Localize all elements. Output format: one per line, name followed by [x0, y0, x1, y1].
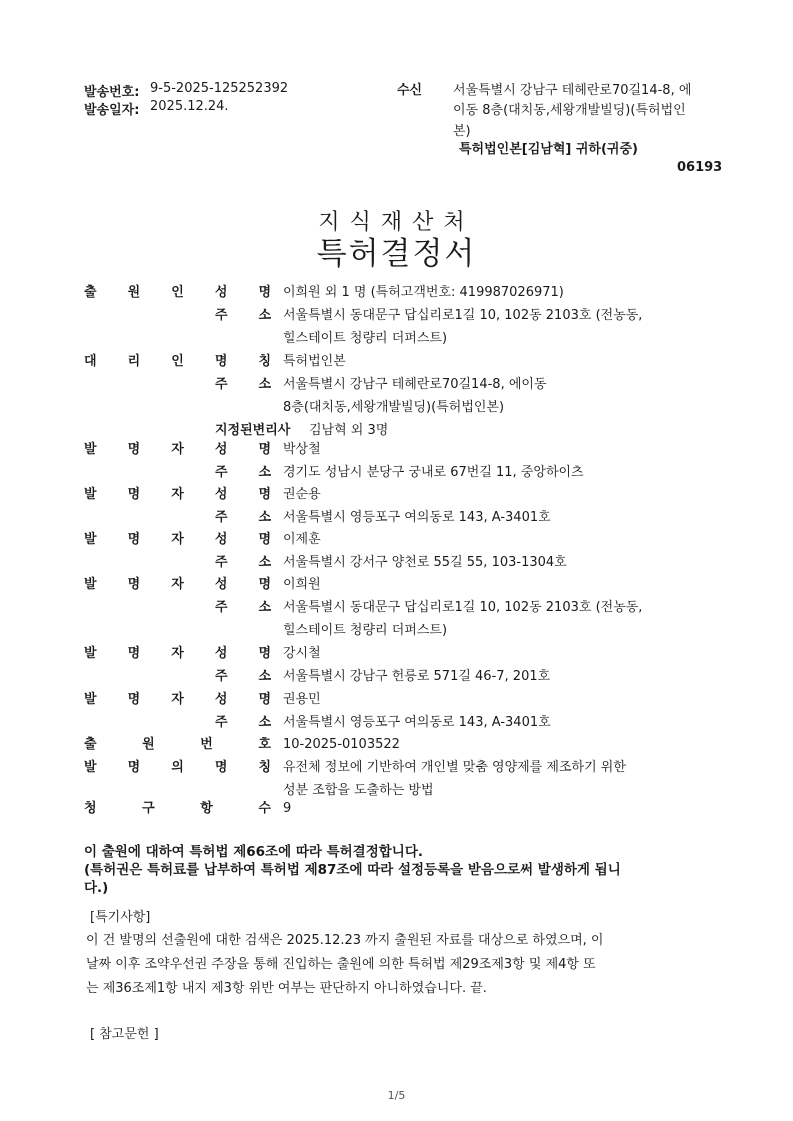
applicant-address-line-1: 서울특별시 동대문구 답십리로1길 10, 102동 2103호 (전농동,: [283, 308, 643, 323]
inventor-address-line-1: 서울특별시 동대문구 답십리로1길 10, 102동 2103호 (전농동,: [283, 600, 643, 615]
invention-title-label: 발 명 의 명 칭: [84, 760, 271, 775]
inventor-address-label: 주 소: [215, 669, 271, 684]
inventor-address-label: 주 소: [215, 555, 271, 570]
application-number-label: 출 원 번 호: [84, 737, 271, 752]
recipient-label: 수신: [397, 83, 423, 98]
invention-title-line-2: 성분 조합을 도출하는 방법: [283, 783, 434, 798]
claims-count: 9: [283, 801, 292, 816]
inventor-name: 이희원: [283, 577, 321, 592]
inventor-address-line-1: 서울특별시 영등포구 여의동로 143, A-3401호: [283, 510, 551, 525]
send-date: 2025.12.24.: [150, 99, 229, 114]
inventor-name-label: 발 명 자 성 명: [84, 692, 271, 707]
applicant-address-line-2: 힐스테이트 청량리 더퍼스트): [283, 331, 448, 346]
postal-code: 06193: [677, 160, 723, 175]
agency-title: 지식재산처: [318, 210, 475, 235]
decision-note-line-1: (특허권은 특허료를 납부하여 특허법 제87조에 따라 설정등록을 받음으로써 발생하게 됩니: [84, 862, 621, 878]
references-heading: [ 참고문헌 ]: [90, 1027, 159, 1042]
inventor-address-label: 주 소: [215, 465, 271, 480]
inventor-name-label: 발 명 자 성 명: [84, 577, 271, 592]
inventor-name-label: 발 명 자 성 명: [84, 442, 271, 457]
inventor-name: 권순용: [283, 487, 321, 502]
document-title: 특허결정서: [316, 236, 477, 272]
inventor-name: 강시철: [283, 646, 321, 661]
inventor-address-line-1: 서울특별시 영등포구 여의동로 143, A-3401호: [283, 715, 551, 730]
inventor-name-label: 발 명 자 성 명: [84, 532, 271, 547]
agent-name: 특허법인본: [283, 354, 346, 369]
application-number: 10-2025-0103522: [283, 737, 400, 752]
agent-address-line-2: 8층(대치동,세왕개발빌딩)(특허법인본): [283, 400, 505, 415]
decision-statement: 이 출원에 대하여 특허법 제66조에 따라 특허결정합니다.: [84, 844, 424, 860]
agent-address-label: 주 소: [215, 377, 271, 392]
agent-address-line-1: 서울특별시 강남구 테헤란로70길14-8, 에이동: [283, 377, 547, 392]
designated-attorney-label: 지정된변리사: [215, 423, 291, 438]
send-number: 9-5-2025-125252392: [150, 81, 289, 96]
decision-note-line-2: 다.): [84, 880, 109, 896]
recipient-address-line-1: 서울특별시 강남구 테헤란로70길14-8, 에: [453, 83, 692, 98]
recipient-address-line-3: 본): [453, 124, 471, 139]
invention-title-line-1: 유전체 정보에 기반하여 개인별 맞춤 영양제를 제조하기 위한: [283, 760, 626, 775]
inventor-address-line-1: 서울특별시 강남구 헌릉로 571길 46-7, 201호: [283, 669, 551, 684]
inventor-address-line-1: 경기도 성남시 분당구 궁내로 67번길 11, 중앙하이츠: [283, 465, 584, 480]
remarks-line-1: 이 건 발명의 선출원에 대한 검색은 2025.12.23 까지 출원된 자료를 대상으로 하였으며, 이: [86, 933, 604, 948]
remarks-line-3: 는 제36조제1항 내지 제3항 위반 여부는 판단하지 아니하였습니다. 끝.: [86, 981, 487, 996]
inventor-address-label: 주 소: [215, 715, 271, 730]
recipient-address-line-2: 이동 8층(대치동,세왕개발빌딩)(특허법인: [453, 103, 686, 118]
inventor-name-label: 발 명 자 성 명: [84, 487, 271, 502]
applicant-name: 이희원 외 1 명 (특허고객번호: 419987026971): [283, 285, 564, 300]
inventor-address-label: 주 소: [215, 600, 271, 615]
send-number-label: 발송번호:: [84, 85, 140, 100]
agent-name-label: 대 리 인 명 칭: [84, 354, 271, 369]
inventor-address-label: 주 소: [215, 510, 271, 525]
applicant-name-label: 출 원 인 성 명: [84, 285, 271, 300]
inventor-address-line-2: 힐스테이트 청량리 더퍼스트): [283, 623, 448, 638]
inventor-name: 이제훈: [283, 532, 321, 547]
send-date-label: 발송일자:: [84, 103, 140, 118]
designated-attorney: 김남혁 외 3명: [309, 423, 389, 438]
inventor-address-line-1: 서울특별시 강서구 양천로 55길 55, 103-1304호: [283, 555, 567, 570]
page-number: 1/5: [387, 1089, 406, 1102]
remarks-heading: [특기사항]: [90, 910, 151, 925]
inventor-name: 권용민: [283, 692, 321, 707]
applicant-address-label: 주 소: [215, 308, 271, 323]
inventor-name-label: 발 명 자 성 명: [84, 646, 271, 661]
claims-count-label: 청 구 항 수: [84, 801, 271, 816]
inventor-name: 박상철: [283, 442, 321, 457]
recipient-name: 특허법인본[김남혁] 귀하(귀중): [459, 142, 638, 157]
remarks-line-2: 날짜 이후 조약우선권 주장을 통해 진입하는 출원에 의한 특허법 제29조제3항 및 제4항 또: [86, 957, 596, 972]
